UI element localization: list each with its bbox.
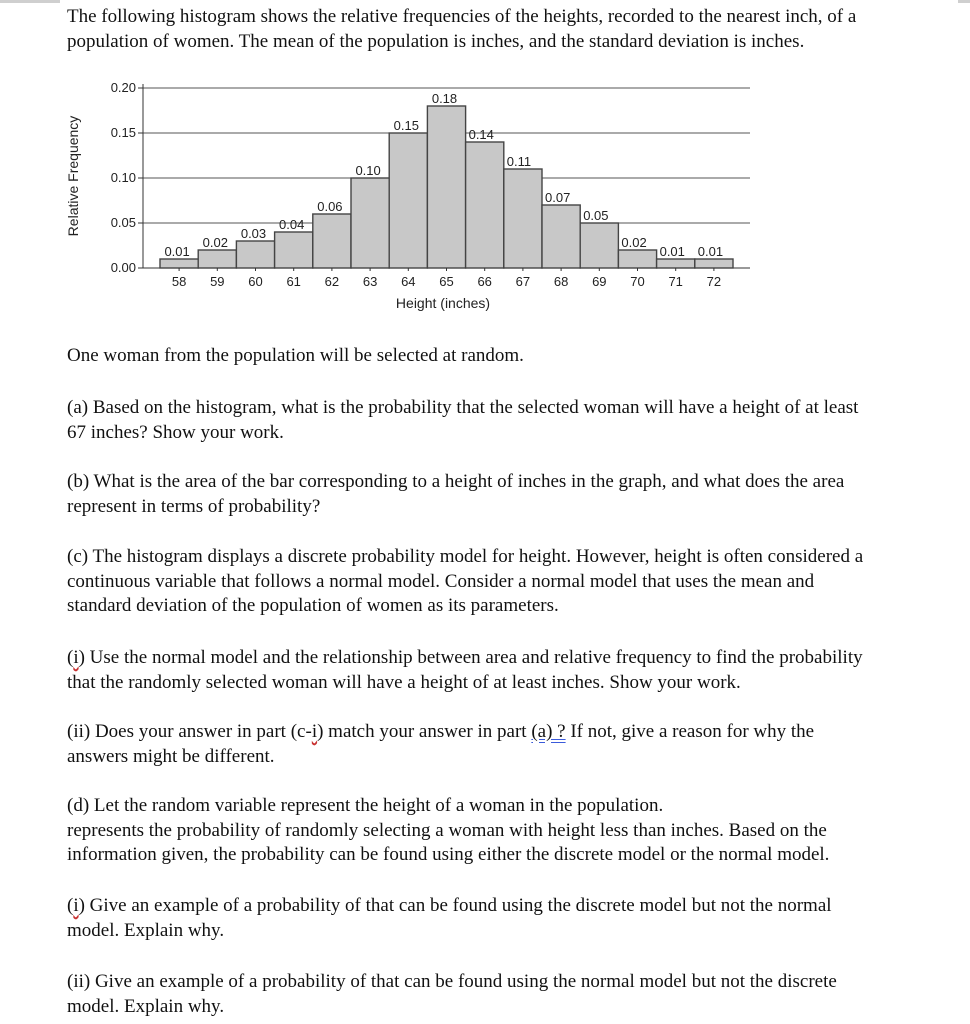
value-label-70: 0.02 xyxy=(621,235,647,250)
x-tick-label-63: 63 xyxy=(362,274,378,289)
part-d-ii-line-2: model. Explain why. xyxy=(67,995,225,1017)
part-c-question xyxy=(67,545,950,619)
value-label-66: 0.14 xyxy=(468,127,494,142)
part-d-i-line-1: ) Give an example of a probability of that can be found using the discrete model but not the normal xyxy=(78,895,832,916)
bar-68 xyxy=(542,205,580,268)
bar-63 xyxy=(351,178,389,268)
part-d-ii-question xyxy=(67,970,950,1019)
bar-62 xyxy=(313,214,351,268)
value-label-64: 0.15 xyxy=(393,118,419,133)
bar-61 xyxy=(275,232,313,268)
part-c-ii-roman: i xyxy=(311,721,318,742)
y-tick-label-3: 0.15 xyxy=(110,125,136,140)
part-b-line-2: represent in terms of probability? xyxy=(67,495,321,517)
value-label-58: 0.01 xyxy=(164,244,190,259)
x-tick-label-72: 72 xyxy=(706,274,722,289)
part-c-ii-post: If not, give a reason for why the xyxy=(565,721,815,742)
part-a-line-2: 67 inches? Show your work. xyxy=(67,421,284,443)
x-tick-label-59: 59 xyxy=(210,274,225,289)
value-label-61: 0.04 xyxy=(279,217,305,232)
intro-line-2: population of women. The mean of the population is inches, and the standard deviation is inches. xyxy=(67,30,805,52)
part-c-i-roman: i xyxy=(73,647,79,668)
value-label-67: 0.11 xyxy=(506,154,532,169)
value-label-59: 0.02 xyxy=(202,235,228,250)
part-c-i-line-2: that the randomly selected woman will have a height of at least inches. Show your work. xyxy=(67,671,741,693)
part-d-line-1: (d) Let the random variable represent the height of a woman in the population. xyxy=(67,795,664,816)
part-d-i-open: ( xyxy=(67,895,74,916)
height-histogram xyxy=(60,72,760,322)
x-tick-label-65: 65 xyxy=(439,274,454,289)
value-label-60: 0.03 xyxy=(240,226,267,241)
y-tick-label-2: 0.10 xyxy=(110,170,136,185)
part-c-line-2: continuous variable that follows a normal model. Consider a normal model that uses the mean and xyxy=(67,570,815,592)
x-tick-label-66: 66 xyxy=(477,274,492,289)
bar-65 xyxy=(427,106,465,268)
bar-72 xyxy=(695,259,733,268)
x-axis-title: Height (inches) xyxy=(395,295,491,311)
x-tick-label-69: 69 xyxy=(592,274,607,289)
x-tick-label-70: 70 xyxy=(630,274,645,289)
top-left-border-mark xyxy=(0,0,60,3)
part-d-i-question xyxy=(67,894,950,943)
part-d-i-line-2: model. Explain why. xyxy=(67,919,225,941)
x-tick-label-61: 61 xyxy=(286,274,301,289)
part-a-reference: (a) ? xyxy=(531,721,566,742)
part-c-ii-line-2: answers might be different. xyxy=(67,745,275,767)
bar-58 xyxy=(160,259,198,268)
part-b-question xyxy=(67,470,950,519)
top-right-border-mark xyxy=(958,0,970,3)
intro-paragraph xyxy=(67,5,950,54)
bar-66 xyxy=(466,142,504,268)
part-a-question xyxy=(67,396,950,445)
part-b-line-1: (b) What is the area of the bar corresponding to a height of inches in the graph, and what does the area xyxy=(67,471,845,492)
x-tick-label-58: 58 xyxy=(171,274,187,289)
bar-59 xyxy=(198,250,236,268)
x-tick-label-62: 62 xyxy=(324,274,340,289)
part-d-line-2: represents the probability of randomly selecting a woman with height less than inches. Based on the xyxy=(67,819,827,841)
bar-70 xyxy=(618,250,656,268)
value-label-71: 0.01 xyxy=(659,244,685,259)
part-d-ii-line-1: (ii) Give an example of a probability of that can be found using the normal model but not the discrete xyxy=(67,971,837,992)
part-a-line-1: (a) Based on the histogram, what is the probability that the selected woman will have a height of at least xyxy=(67,397,859,418)
bar-64 xyxy=(389,133,427,268)
y-tick-label-1: 0.05 xyxy=(110,215,136,230)
value-label-62: 0.06 xyxy=(317,199,343,214)
y-axis-title: Relative Frequency xyxy=(65,115,81,237)
value-label-68: 0.07 xyxy=(545,190,571,205)
part-d-i-roman: i xyxy=(73,895,79,916)
y-tick-label-4: 0.20 xyxy=(110,80,136,95)
part-c-ii-question xyxy=(67,720,950,769)
part-c-ii-pre: (ii) Does your answer in part (c- xyxy=(67,721,312,742)
bar-67 xyxy=(504,169,542,268)
y-tick-label-0: 0.00 xyxy=(110,260,136,275)
x-tick-label-71: 71 xyxy=(668,274,683,289)
bar-60 xyxy=(236,241,274,268)
x-tick-label-60: 60 xyxy=(248,274,263,289)
bar-71 xyxy=(657,259,695,268)
x-tick-label-64: 64 xyxy=(401,274,416,289)
part-c-i-open: ( xyxy=(67,647,74,668)
part-d-question xyxy=(67,794,950,868)
intro-line-1: The following histogram shows the relative frequencies of the heights, recorded to the nearest inch, of a xyxy=(67,6,857,27)
value-label-63: 0.10 xyxy=(355,163,381,178)
value-label-65: 0.18 xyxy=(431,91,458,106)
value-label-69: 0.05 xyxy=(583,208,609,223)
x-tick-label-68: 68 xyxy=(553,274,569,289)
part-d-line-3: information given, the probability can be found using either the discrete model or the normal model. xyxy=(67,844,830,865)
x-tick-label-67: 67 xyxy=(515,274,531,289)
part-c-line-1: (c) The histogram displays a discrete probability model for height. However, height is often considered a xyxy=(67,546,864,567)
part-c-line-3: standard deviation of the population of women as its parameters. xyxy=(67,595,559,616)
value-label-72: 0.01 xyxy=(697,244,724,259)
selection-statement: One woman from the population will be selected at random. xyxy=(67,345,524,366)
part-c-i-question xyxy=(67,646,950,695)
part-c-ii-mid: ) match your answer in part xyxy=(317,721,532,742)
bar-69 xyxy=(580,223,618,268)
part-c-i-line-1: ) Use the normal model and the relationship between area and relative frequency to find the probability xyxy=(78,647,863,668)
